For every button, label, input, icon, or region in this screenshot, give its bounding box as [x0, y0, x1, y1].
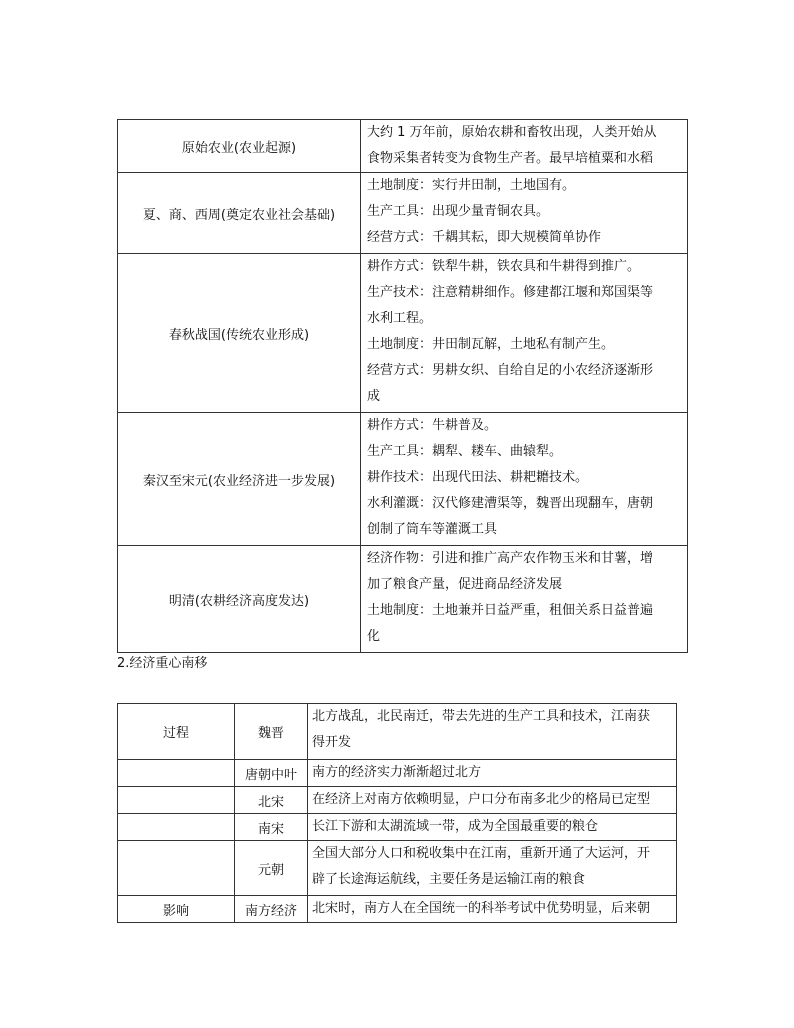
stage-cell [118, 814, 235, 841]
description-cell [308, 760, 677, 787]
stage-cell [118, 787, 235, 814]
description-line: 在经济上对南方依赖明显，户口分布南多北少的格局已定型 [312, 792, 651, 807]
description-line: 北宋时，南方人在全国统一的科举考试中优势明显，后来朝 [312, 901, 651, 916]
description-cell [361, 413, 688, 546]
description-cell [361, 546, 688, 653]
description-cell [308, 896, 677, 923]
description-cell [308, 814, 677, 841]
description-line: 长江下游和太湖流域一带，成为全国最重要的粮仓 [312, 819, 599, 834]
era-cell: 北宋 [235, 787, 308, 814]
economic-center-shift-table [117, 703, 677, 923]
description-line: 得开发 [312, 735, 352, 750]
era-cell: 南宋 [235, 814, 308, 841]
era-cell: 唐朝中叶 [235, 760, 308, 787]
description-line: 化 [367, 629, 381, 644]
table-row [118, 760, 677, 787]
description-line: 土地制度：土地兼并日益严重，租佃关系日益普遍 [367, 603, 654, 618]
description-line: 土地制度：井田制瓦解，土地私有制产生。 [367, 337, 615, 352]
description-line: 成 [367, 389, 381, 404]
description-line: 水利工程。 [367, 311, 433, 326]
description-line: 耕作技术：出现代田法、耕耙耱技术。 [367, 470, 589, 485]
stage-cell: 影响 [118, 896, 235, 923]
section-heading: 2.经济重心南移 [117, 656, 208, 671]
description-line: 经营方式：男耕女织、自给自足的小农经济逐渐形 [367, 363, 654, 378]
era-cell: 南方经济 [235, 896, 308, 923]
description-line: 加了粮食产量，促进商品经济发展 [367, 577, 563, 592]
description-line: 大约 1 万年前，原始农耕和畜牧出现，人类开始从 [367, 125, 657, 140]
description-line: 生产技术：注意精耕细作。修建都江堰和郑国渠等 [367, 285, 654, 300]
description-line: 辟了长途海运航线，主要任务是运输江南的粮食 [312, 872, 586, 887]
table-row [118, 787, 677, 814]
description-line: 经济作物：引进和推广高产农作物玉米和甘薯，增 [367, 551, 654, 566]
era-cell: 元朝 [235, 841, 308, 896]
description-line: 北方战乱，北民南迁，带去先进的生产工具和技术，江南获 [312, 709, 651, 724]
agriculture-development-table [117, 119, 688, 653]
table-row [118, 546, 688, 653]
period-cell: 原始农业(农业起源) [118, 120, 361, 173]
description-cell [361, 254, 688, 413]
description-line: 耕作方式：牛耕普及。 [367, 418, 498, 433]
stage-cell: 过程 [118, 704, 235, 760]
description-cell [308, 787, 677, 814]
table-row [118, 173, 688, 254]
period-cell: 明清(农耕经济高度发达) [118, 546, 361, 653]
description-line: 创制了筒车等灌溉工具 [367, 522, 498, 537]
description-line: 全国大部分人口和税收集中在江南，重新开通了大运河，开 [312, 846, 651, 861]
stage-cell [118, 841, 235, 896]
table-row [118, 120, 688, 173]
description-line: 耕作方式：铁犁牛耕，铁农具和牛耕得到推广。 [367, 259, 641, 274]
description-line: 土地制度：实行井田制，土地国有。 [367, 178, 576, 193]
description-line: 经营方式：千耦其耘，即大规模简单协作 [367, 230, 602, 245]
era-cell: 魏晋 [235, 704, 308, 760]
table-row [118, 841, 677, 896]
table-row [118, 896, 677, 923]
table-row [118, 814, 677, 841]
table-row [118, 704, 677, 760]
description-line: 水利灌溉：汉代修建漕渠等，魏晋出现翻车，唐朝 [367, 496, 654, 511]
description-cell [361, 173, 688, 254]
description-cell [308, 841, 677, 896]
period-cell: 春秋战国(传统农业形成) [118, 254, 361, 413]
description-line: 南方的经济实力渐渐超过北方 [312, 765, 482, 780]
description-line: 食物采集者转变为食物生产者。最早培植粟和水稻 [367, 151, 654, 166]
table-row [118, 413, 688, 546]
description-cell [361, 120, 688, 173]
description-cell [308, 704, 677, 760]
period-cell: 秦汉至宋元(农业经济进一步发展) [118, 413, 361, 546]
description-line: 生产工具：耦犁、耧车、曲辕犁。 [367, 444, 563, 459]
description-line: 生产工具：出现少量青铜农具。 [367, 204, 550, 219]
table-row [118, 254, 688, 413]
stage-cell [118, 760, 235, 787]
period-cell: 夏、商、西周(奠定农业社会基础) [118, 173, 361, 254]
